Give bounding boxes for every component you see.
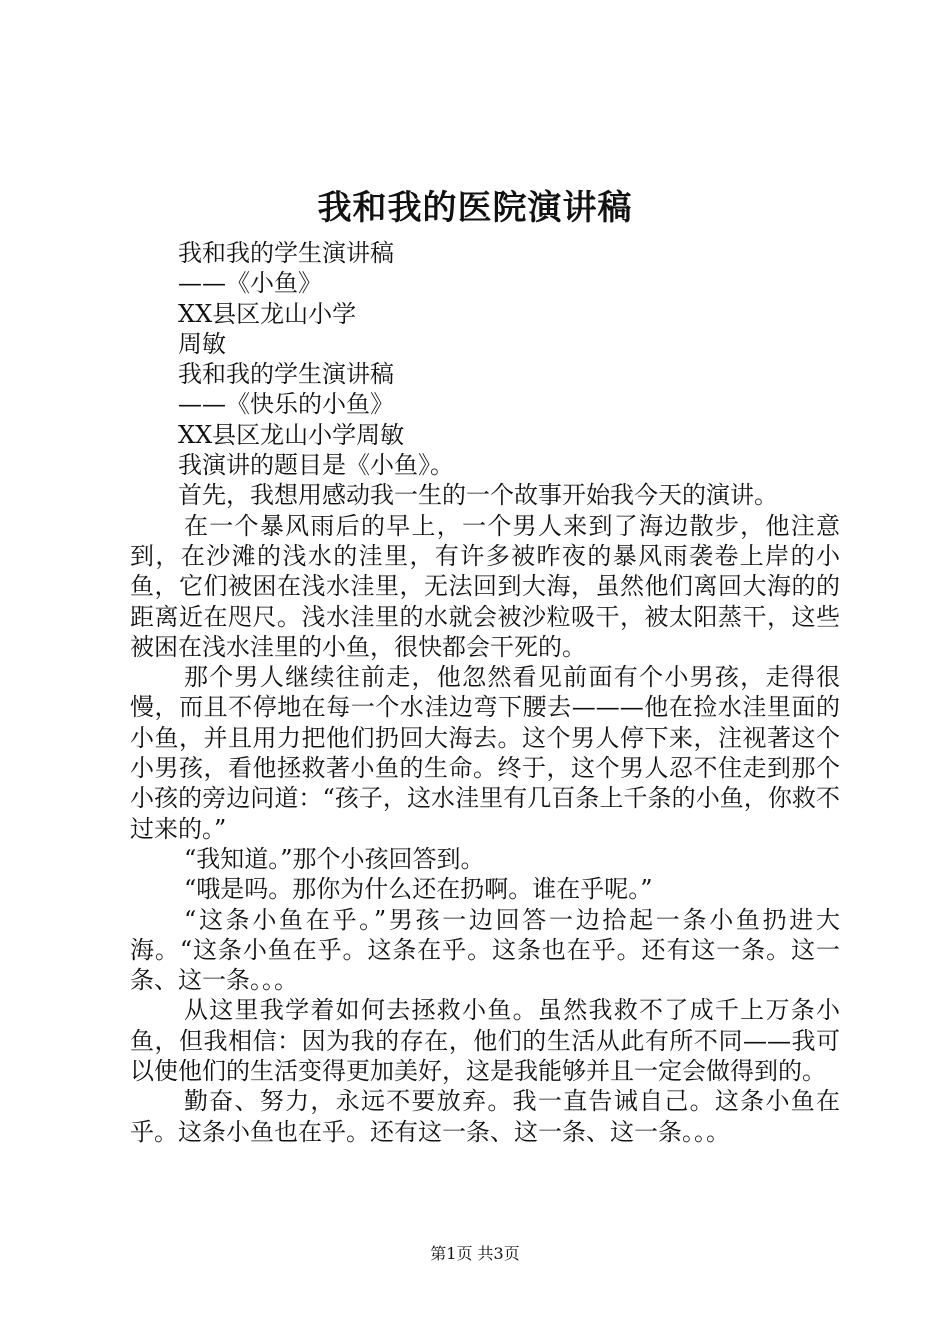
header-line: ——《快乐的小鱼》: [178, 390, 394, 419]
body-paragraph: “我知道。”那个小孩回答到。: [184, 844, 485, 873]
header-line: ——《小鱼》: [178, 269, 322, 298]
body-paragraph: 在一个暴风雨后的早上，一个男人来到了海边散步，他注意到，在沙滩的浅水的洼里，有许多被昨夜的暴风雨袭卷上岸的小鱼，它们被困在浅水洼里，无法回到大海，虽然他们离回大海的的距离近在咫尺。浅水洼里的水就会被沙粒吸干，被太阳蒸干，这些被困在浅水洼里的小鱼，很快都会干死的。: [130, 511, 840, 661]
page-footer: 第1页 共3页: [430, 1244, 520, 1263]
header-line: 我演讲的题目是《小鱼》。: [178, 451, 454, 480]
header-line: 我和我的学生演讲稿: [178, 239, 394, 267]
body-paragraph: “这条小鱼在乎。”男孩一边回答一边拾起一条小鱼扔进大海。“这条小鱼在乎。这条在乎。这条也在乎。还有这一条。这一条、这一条。。。: [130, 905, 840, 995]
header-line: 周敏: [178, 329, 226, 358]
body-paragraph: “哦是吗。那你为什么还在扔啊。谁在乎呢。”: [184, 875, 653, 904]
body-paragraph: 勤奋、努力，永远不要放弃。我一直告诫自己。这条小鱼在乎。这条小鱼也在乎。还有这一条、这一条、这一条。。。: [130, 1087, 840, 1146]
header-line: 我和我的学生演讲稿: [178, 360, 394, 389]
body-paragraph: 从这里我学着如何去拯救小鱼。虽然我救不了成千上万条小鱼，但我相信：因为我的存在，他们的生活从此有所不同——我可以使他们的生活变得更加美好，这是我能够并且一定会做得到的。: [130, 996, 840, 1086]
header-line: XX县区龙山小学: [178, 299, 357, 328]
document-body: [130, 238, 840, 1147]
document-title: 我和我的医院演讲稿: [317, 188, 633, 228]
header-line: XX县区龙山小学周敏: [178, 420, 405, 449]
body-paragraph: 那个男人继续往前走，他忽然看见前面有个小男孩，走得很慢，而且不停地在每一个水洼边弯下腰去———他在捡水洼里面的小鱼，并且用力把他们扔回大海去。这个男人停下来，注视著这个小男孩，看他拯救著小鱼的生命。终于，这个男人忍不住走到那个小孩的旁边问道：“孩子，这水洼里有几百条上千条的小鱼，你救不过来的。”: [130, 663, 840, 843]
header-line: 首先，我想用感动我一生的一个故事开始我今天的演讲。: [178, 481, 778, 510]
